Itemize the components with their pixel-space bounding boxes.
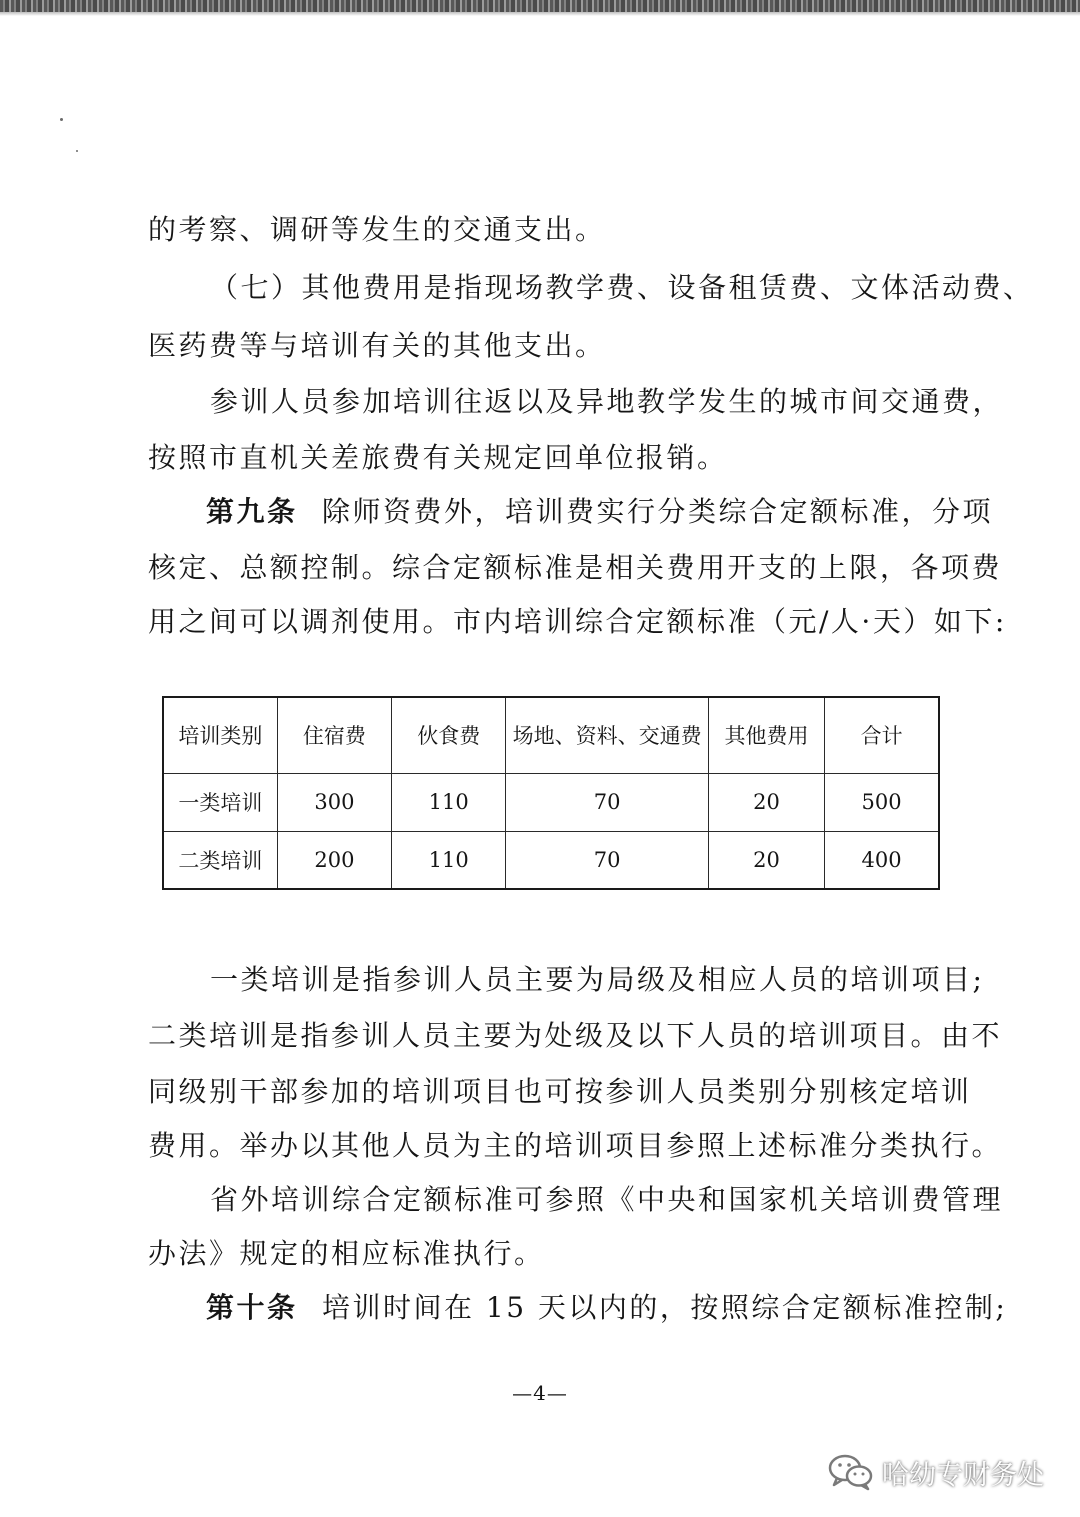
paragraph-line: 用之间可以调剂使用。市内培训综合定额标准（元/人·天）如下: bbox=[148, 605, 1007, 638]
page-number: —4— bbox=[512, 1381, 568, 1405]
paragraph-line: 同级别干部参加的培训项目也可按参训人员类别分别核定培训 bbox=[148, 1075, 972, 1108]
article-10-label: 第十条 bbox=[206, 1291, 298, 1324]
scan-edge bbox=[0, 0, 1080, 12]
table-cell: 500 bbox=[825, 773, 939, 831]
table-cell: 400 bbox=[825, 831, 939, 889]
article-9-label: 第九条 bbox=[206, 495, 298, 528]
table-cell: 70 bbox=[506, 773, 709, 831]
paragraph-line: 参训人员参加培训往返以及异地教学发生的城市间交通费， bbox=[210, 385, 1004, 418]
header-accommodation: 住宿费 bbox=[277, 697, 391, 773]
table-cell: 110 bbox=[392, 831, 506, 889]
table-cell: 110 bbox=[392, 773, 506, 831]
paragraph-line: 的考察、调研等发生的交通支出。 bbox=[148, 213, 606, 246]
header-other: 其他费用 bbox=[708, 697, 824, 773]
table-cell: 200 bbox=[277, 831, 391, 889]
paragraph-line: （七）其他费用是指现场教学费、设备租赁费、文体活动费、 bbox=[210, 271, 1034, 304]
table-cell: 二类培训 bbox=[163, 831, 277, 889]
paragraph-line: 二类培训是指参训人员主要为处级及以下人员的培训项目。由不 bbox=[148, 1019, 1003, 1052]
paragraph-line: 一类培训是指参训人员主要为局级及相应人员的培训项目; bbox=[210, 963, 985, 996]
header-venue-materials-transport: 场地、资料、交通费 bbox=[506, 697, 709, 773]
paragraph-line: 核定、总额控制。综合定额标准是相关费用开支的上限，各项费 bbox=[148, 551, 1003, 584]
watermark-text: 哈幼专财务处 bbox=[882, 1459, 1044, 1491]
paragraph-line: 培训时间在 15 天以内的，按照综合定额标准控制; bbox=[322, 1291, 1008, 1324]
header-total: 合计 bbox=[825, 697, 939, 773]
paragraph-line: 费用。举办以其他人员为主的培训项目参照上述标准分类执行。 bbox=[148, 1129, 1003, 1162]
scan-speck bbox=[76, 150, 78, 152]
header-category: 培训类别 bbox=[163, 697, 277, 773]
wechat-watermark bbox=[828, 1450, 1044, 1494]
training-fee-table bbox=[162, 696, 940, 890]
table-row bbox=[163, 831, 939, 889]
table-row bbox=[163, 773, 939, 831]
scan-speck bbox=[60, 118, 63, 121]
table-cell: 300 bbox=[277, 773, 391, 831]
paragraph-line: 办法》规定的相应标准执行。 bbox=[148, 1237, 545, 1270]
paragraph-line: 按照市直机关差旅费有关规定回单位报销。 bbox=[148, 441, 728, 474]
paragraph-line: 除师资费外，培训费实行分类综合定额标准，分项 bbox=[322, 495, 994, 528]
table-header-row bbox=[163, 697, 939, 773]
header-meals: 伙食费 bbox=[392, 697, 506, 773]
table-cell: 70 bbox=[506, 831, 709, 889]
paragraph-line: 省外培训综合定额标准可参照《中央和国家机关培训费管理 bbox=[210, 1183, 1004, 1216]
scan-edge-fade bbox=[0, 12, 1080, 16]
table-cell: 一类培训 bbox=[163, 773, 277, 831]
table-cell: 20 bbox=[708, 831, 824, 889]
paragraph-line: 医药费等与培训有关的其他支出。 bbox=[148, 329, 606, 362]
wechat-icon bbox=[828, 1453, 874, 1491]
table-cell: 20 bbox=[708, 773, 824, 831]
